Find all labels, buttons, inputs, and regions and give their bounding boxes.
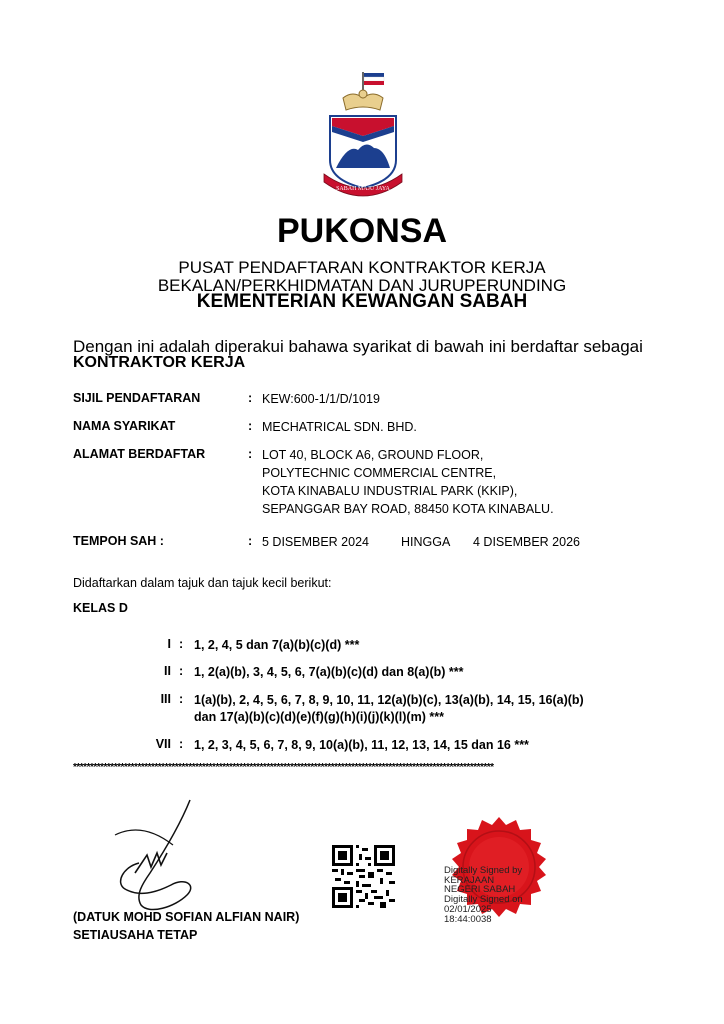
class-colon: : bbox=[179, 664, 184, 678]
digital-signature-line: Digitally Signed on bbox=[444, 894, 523, 906]
class-colon: : bbox=[179, 737, 184, 751]
tempoh-hingga: HINGGA bbox=[401, 535, 451, 549]
nama-label: NAMA SYARIKAT bbox=[73, 419, 176, 433]
sijil-label: SIJIL PENDAFTARAN bbox=[73, 391, 201, 405]
digital-signature-text bbox=[444, 866, 523, 924]
sijil-value: KEW:600-1/1/D/1019 bbox=[262, 392, 380, 406]
tempoh-end: 4 DISEMBER 2026 bbox=[473, 535, 580, 549]
subtitle-line-1: PUSAT PENDAFTARAN KONTRAKTOR KERJA bbox=[178, 258, 546, 277]
field-colon: : bbox=[248, 447, 253, 461]
field-colon: : bbox=[248, 534, 253, 548]
qr-code[interactable] bbox=[332, 845, 395, 908]
class-roman: III bbox=[160, 692, 171, 706]
alamat-line: POLYTECHNIC COMMERCIAL CENTRE, bbox=[262, 466, 497, 480]
intro-text: Dengan ini adalah diperakui bahawa syarikat di bawah ini berdaftar sebagai bbox=[73, 337, 643, 356]
digital-signature-line: Digitally Signed by bbox=[444, 865, 523, 876]
page-title: PUKONSA bbox=[276, 212, 448, 250]
class-roman: I bbox=[167, 637, 171, 651]
classification-note: Didaftarkan dalam tajuk dan tajuk kecil berikut: bbox=[73, 576, 332, 590]
signatory-title: SETIAUSAHA TETAP bbox=[73, 928, 198, 942]
sabah-crest-icon bbox=[318, 70, 408, 200]
digital-signature-line: 02/01/2025 bbox=[444, 903, 492, 915]
digital-signature-line: NEGERI SABAH bbox=[444, 884, 516, 896]
class-roman: II bbox=[164, 664, 171, 678]
alamat-line: SEPANGGAR BAY ROAD, 88450 KOTA KINABALU. bbox=[262, 502, 554, 516]
class-codes: 1(a)(b), 2, 4, 5, 6, 7, 8, 9, 10, 11, 12(a)(b)(c), 13(a)(b), 14, 15, 16(a)(b) bbox=[194, 693, 584, 707]
field-colon: : bbox=[248, 419, 253, 433]
tempoh-label: TEMPOH SAH : bbox=[73, 534, 164, 548]
class-colon: : bbox=[179, 692, 184, 706]
digital-signature-line: 18:44:0038 bbox=[444, 913, 492, 925]
nama-value: MECHATRICAL SDN. BHD. bbox=[262, 420, 417, 434]
alamat-label: ALAMAT BERDAFTAR bbox=[73, 447, 206, 461]
class-codes-continued: dan 17(a)(b)(c)(d)(e)(f)(g)(h)(i)(j)(k)(l)(m) *** bbox=[194, 710, 444, 724]
digital-signature-line: KERAJAAN bbox=[444, 874, 495, 886]
svg-text:SABAH MAJU JAYA: SABAH MAJU JAYA bbox=[336, 186, 390, 192]
class-codes: 1, 2, 4, 5 dan 7(a)(b)(c)(d) *** bbox=[194, 638, 360, 652]
class-codes: 1, 2(a)(b), 3, 4, 5, 6, 7(a)(b)(c)(d) dan 8(a)(b) *** bbox=[194, 665, 464, 679]
field-colon: : bbox=[248, 391, 253, 405]
class-roman: VII bbox=[155, 737, 171, 751]
alamat-line: KOTA KINABALU INDUSTRIAL PARK (KKIP), bbox=[262, 484, 518, 498]
ministry-name: KEMENTERIAN KEWANGAN SABAH bbox=[196, 291, 528, 312]
alamat-line: LOT 40, BLOCK A6, GROUND FLOOR, bbox=[262, 448, 484, 462]
subtitle-line-2: BEKALAN/PERKHIDMATAN DAN JURUPERUNDING bbox=[157, 276, 567, 295]
signatory-name: (DATUK MOHD SOFIAN ALFIAN NAIR) bbox=[73, 910, 300, 924]
tempoh-start: 5 DISEMBER 2024 bbox=[262, 535, 369, 549]
handwritten-signature bbox=[95, 795, 265, 920]
registration-category: KONTRAKTOR KERJA bbox=[73, 354, 246, 371]
kelas-label: KELAS D bbox=[73, 601, 128, 615]
class-codes: 1, 2, 3, 4, 5, 6, 7, 8, 9, 10(a)(b), 11, 12, 13, 14, 15 dan 16 *** bbox=[194, 738, 529, 752]
separator-line: **************************************************************************************************************************** bbox=[73, 762, 494, 773]
class-colon: : bbox=[179, 637, 184, 651]
